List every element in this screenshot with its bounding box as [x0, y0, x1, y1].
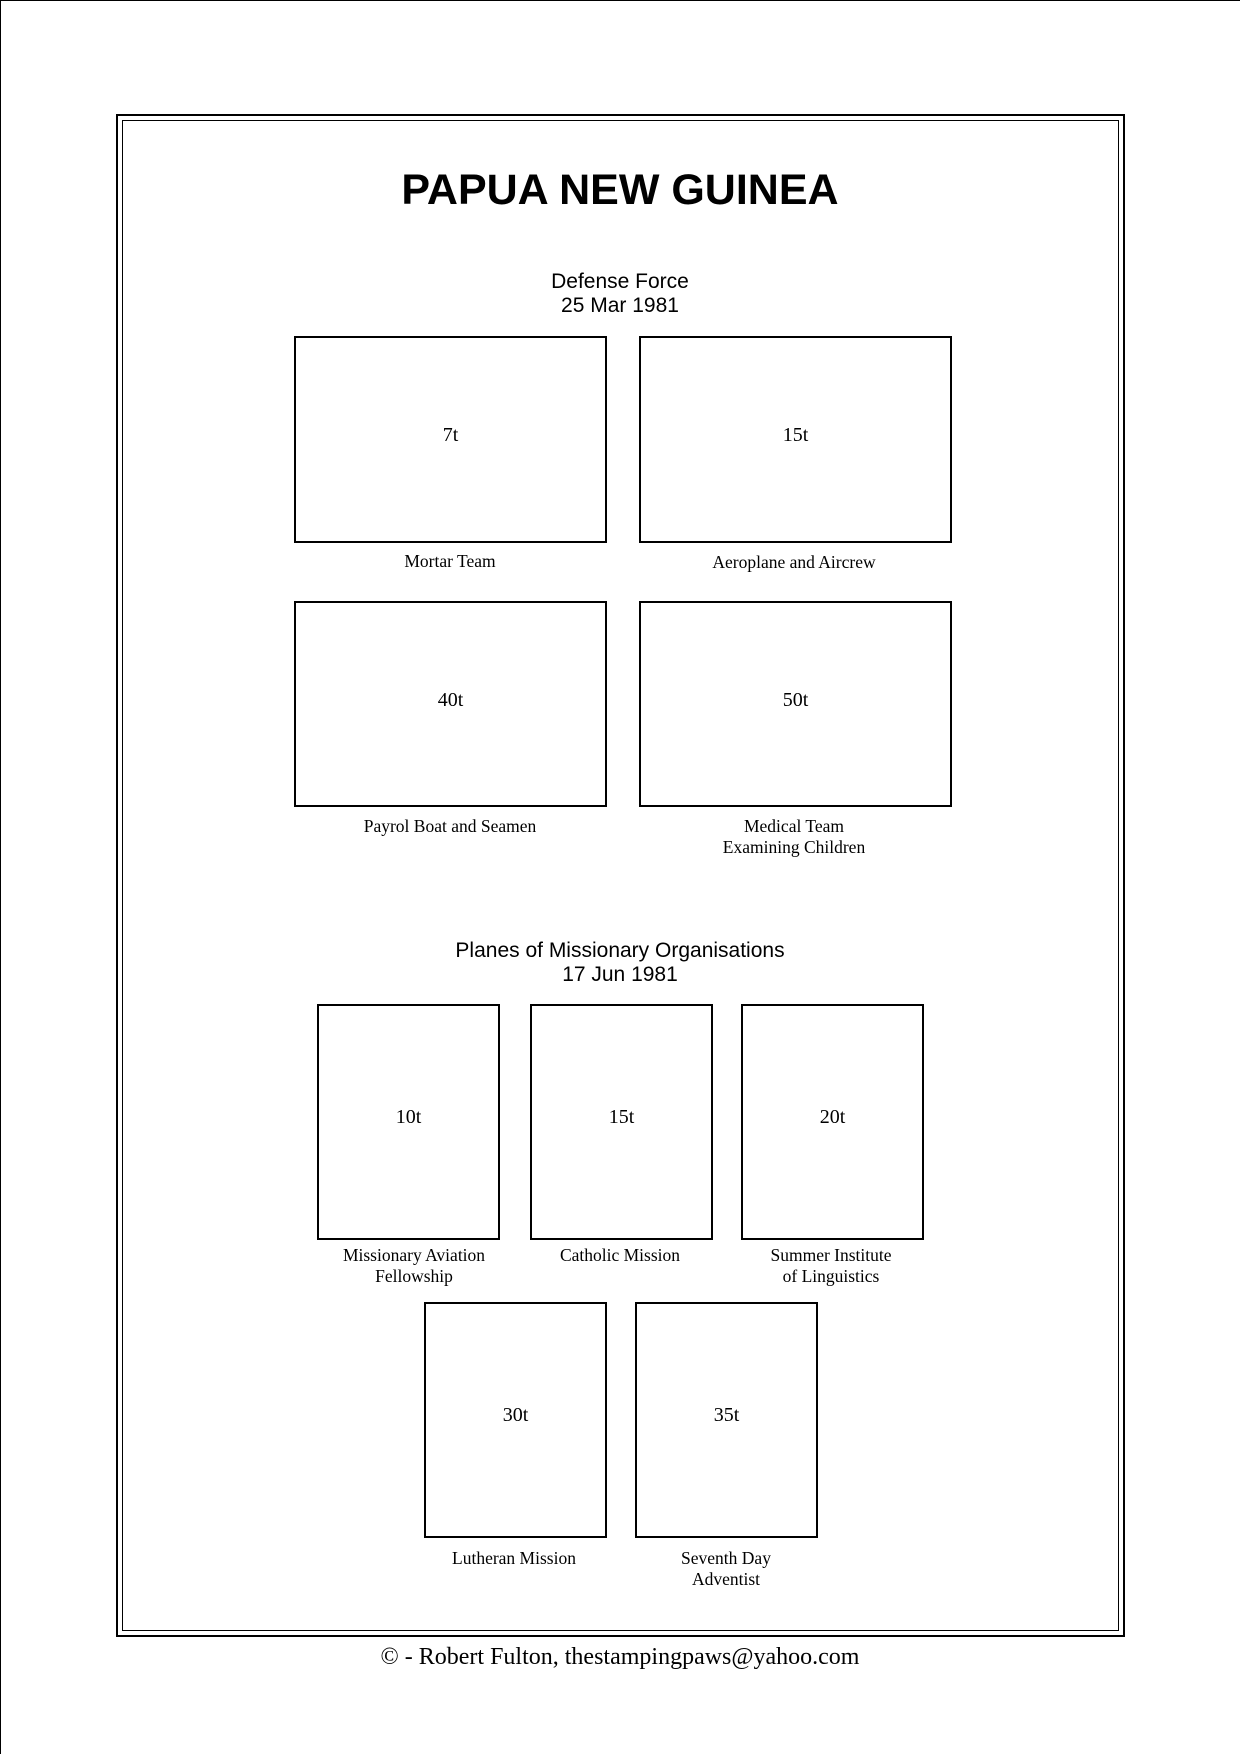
- caption-line: Mortar Team: [404, 551, 496, 571]
- stamp-space: [530, 1004, 713, 1240]
- caption-line: Adventist: [691, 1569, 761, 1589]
- set-name: Planes of Missionary Organisations: [455, 939, 785, 962]
- stamp-value: 20t: [819, 1106, 846, 1128]
- stamp-caption: [576, 1548, 876, 1590]
- caption-line: Medical Team: [743, 816, 844, 836]
- copyright-footer: © - Robert Fulton, thestampingpaws@yahoo.com: [380, 1644, 860, 1670]
- stamp-space: [741, 1004, 924, 1240]
- caption-line: Payrol Boat and Seamen: [363, 816, 537, 836]
- stamp-value: 15t: [782, 424, 809, 446]
- page-border-inner: [122, 120, 1119, 1631]
- stamp-space: [639, 336, 952, 543]
- stamp-value: 7t: [442, 424, 459, 446]
- stamp-value: 50t: [782, 689, 809, 711]
- page-edge: [0, 0, 1240, 1]
- stamp-caption: [300, 816, 600, 837]
- page-title: PAPUA NEW GUINEA: [401, 166, 839, 214]
- stamp-value: 10t: [395, 1106, 422, 1128]
- stamp-caption: [300, 551, 600, 572]
- caption-line: Aeroplane and Aircrew: [712, 552, 876, 572]
- stamp-caption: [681, 1245, 981, 1287]
- stamp-caption: [644, 552, 944, 573]
- stamp-value: 30t: [502, 1404, 529, 1426]
- caption-line: Catholic Mission: [559, 1245, 681, 1265]
- caption-line: Seventh Day: [681, 1548, 771, 1568]
- stamp-value: 15t: [608, 1106, 635, 1128]
- stamp-caption: [644, 816, 944, 858]
- caption-line: Lutheran Mission: [452, 1548, 576, 1568]
- set-date: 25 Mar 1981: [561, 294, 679, 317]
- caption-line: Missionary Aviation: [342, 1245, 486, 1265]
- stamp-space: [635, 1302, 818, 1538]
- stamp-space: [294, 336, 607, 543]
- set-name: Defense Force: [551, 270, 689, 293]
- caption-line: Examining Children: [722, 837, 866, 857]
- stamp-value: 40t: [437, 689, 464, 711]
- caption-line: Fellowship: [375, 1266, 453, 1286]
- caption-line: of Linguistics: [782, 1266, 880, 1286]
- set-date: 17 Jun 1981: [562, 963, 678, 986]
- stamp-value: 35t: [713, 1404, 740, 1426]
- stamp-space: [424, 1302, 607, 1538]
- stamp-space: [294, 601, 607, 807]
- page-edge: [0, 0, 1, 1754]
- caption-line: Summer Institute: [770, 1245, 892, 1265]
- stamp-space: [639, 601, 952, 807]
- stamp-space: [317, 1004, 500, 1240]
